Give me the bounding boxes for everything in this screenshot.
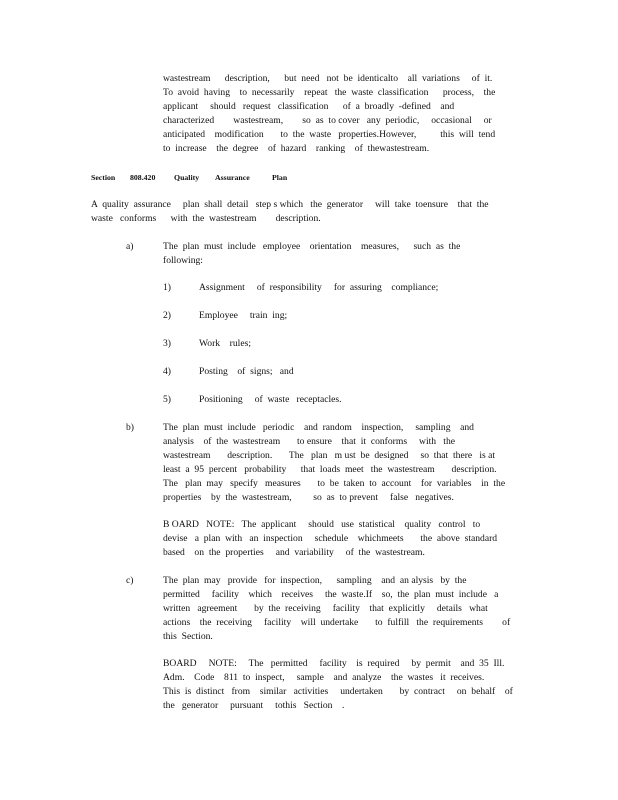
text-line: A quality assurance plan shall detail step s which the generator will take toensure that the (91, 199, 489, 210)
text-line: analysis of the wastestream to ensure that it conforms with the (163, 436, 456, 447)
text-line: waste conforms with the wastestream description. (91, 213, 321, 224)
text-line: BOARD NOTE: The permitted facility is required by permit and 35 Ill. (163, 658, 505, 669)
text-line: this Section. (163, 631, 213, 642)
section-number: 808.420 (130, 173, 156, 182)
item-marker: a) (126, 241, 134, 252)
sub-item-number: 1) (163, 282, 171, 293)
text-line: anticipated modification to the waste properties.However, this will tend (163, 129, 496, 140)
section-title-word: Plan (272, 173, 288, 182)
text-line: permitted facility which receives the waste.If so, the plan must include a (163, 589, 499, 600)
text-line: actions the receiving facility will undertake to fulfill the requirements of (163, 617, 511, 628)
text-line: applicant should request classification of a broadly -defined and (163, 101, 455, 112)
text-line: the generator pursuant tothis Section . (163, 700, 345, 711)
text-line: based on the properties and variability of the wastestream. (163, 547, 425, 558)
text-line: The plan may specify measures to be taken to account for variables in the (163, 478, 506, 489)
sub-item-number: 3) (163, 338, 171, 349)
sub-item-text: Posting of signs; and (199, 366, 294, 377)
sub-item-text: Employee train ing; (199, 310, 288, 321)
text-line: wastestream description, but need not be identicalto all variations of it. (163, 73, 493, 84)
item-marker: c) (126, 575, 134, 586)
text-line: written agreement by the receiving facility that explicitly details what (163, 603, 488, 614)
text-line: to increase the degree of hazard ranking of thewastestream. (163, 143, 430, 154)
sub-item-number: 2) (163, 310, 171, 321)
text-line: properties by the wastestream, so as to prevent false negatives. (163, 492, 454, 503)
text-line: The plan must include periodic and random inspection, sampling and (163, 422, 474, 433)
text-line: The plan may provide for inspection, sampling and an alysis by the (163, 575, 467, 586)
sub-item-text: Positioning of waste receptacles. (199, 394, 342, 405)
section-label: Section (91, 173, 116, 182)
text-line: following: (163, 255, 203, 266)
text-line: devise a plan with an inspection schedule whichmeets the above standard (163, 533, 498, 544)
item-marker: b) (126, 422, 134, 433)
sub-item-text: Work rules; (199, 338, 251, 349)
text-line: To avoid having to necessarily repeat the waste classification process, the (163, 87, 496, 98)
text-line: least a 95 percent probability that loads meet the wastestream description. (163, 464, 497, 475)
text-line: B OARD NOTE: The applicant should use statistical quality control to (163, 519, 481, 530)
sub-item-text: Assignment of responsibility for assuring compliance; (199, 282, 439, 293)
text-line: The plan must include employee orientation measures, such as the (163, 241, 461, 252)
sub-item-number: 5) (163, 394, 171, 405)
sub-item-number: 4) (163, 366, 171, 377)
text-line: characterized wastestream, so as to cover any periodic, occasional or (163, 115, 492, 126)
text-line: wastestream description. The plan m ust be designed so that there is at (163, 450, 496, 461)
text-line: This is distinct from similar activities undertaken by contract on behalf of (163, 686, 513, 697)
section-title-word: Assurance (215, 173, 250, 182)
text-line: Adm. Code 811 to inspect, sample and analyze the wastes it receives. (163, 672, 485, 683)
section-title-word: Quality (174, 173, 200, 182)
